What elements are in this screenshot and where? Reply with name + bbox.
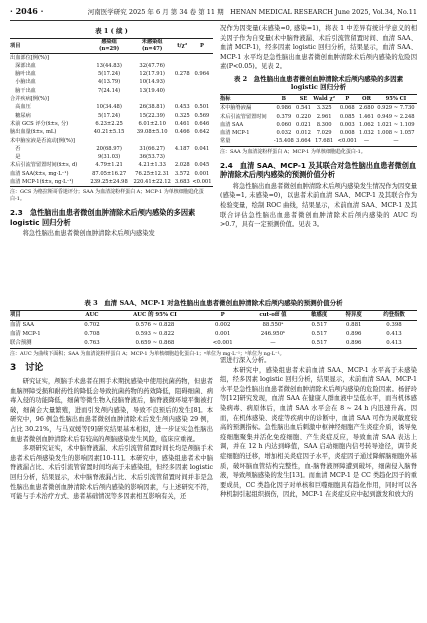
table1-cell: 5(17.24) <box>98 71 121 78</box>
table2-header-cell: 指标 <box>220 95 231 102</box>
table1-cell: 小脑出血 <box>10 79 36 86</box>
table2-note: 注：SAA 为血清淀粉样蛋白 A；MCP-1 为单核细胞趋化蛋白-1。 <box>220 148 366 155</box>
table1-cell: 0.001 <box>194 170 210 177</box>
table1-cell: 9(31.03) <box>98 154 121 161</box>
table1-title: 表 1 ( 续 ) <box>95 27 128 35</box>
table3-header-cell: 项目 <box>10 312 21 318</box>
table1-cell <box>191 95 213 103</box>
table2-cell: -15.408 <box>273 138 294 145</box>
table1-cell <box>191 78 213 86</box>
table1-cell: 3.572 <box>174 170 190 177</box>
table1-cell: 239.25±24.98 <box>90 179 128 186</box>
table1-row <box>10 145 213 153</box>
table1-cell <box>88 95 131 103</box>
table3-cell: 0.576 ~ 0.828 <box>135 322 175 328</box>
discussion-continuation: 需进行深入分析。 <box>220 357 271 364</box>
table1-cell: 0.501 <box>194 104 210 111</box>
table1-row <box>10 170 213 178</box>
table2-cell: 0.986 <box>276 105 292 112</box>
table2-cell: 0.949 ~ 2.248 <box>377 113 415 120</box>
table1-cell: 7(24.14) <box>98 87 121 94</box>
table1-cell: 0.041 <box>194 145 210 152</box>
table2-cell: 0.032 <box>276 130 292 137</box>
table2-cell: 3.325 <box>316 105 332 112</box>
table2-cell: 0.003 <box>339 121 355 128</box>
table3-cell: 0.708 <box>84 331 100 337</box>
table1-cell: 脑出血量(x̄±s, mL) <box>10 129 57 136</box>
table3-cell: 0.593 ~ 0.822 <box>135 331 175 337</box>
table1-cell <box>174 62 191 70</box>
table1-row <box>10 120 213 128</box>
table2-header-cell: P <box>345 95 350 102</box>
table1-cell: 术前 GCS 评分(x̄±s, 分) <box>10 120 69 127</box>
table3-cell: 0.413 <box>386 331 402 337</box>
discussion-paragraph-3: 本研究中，感染组患者术前血清 SAA、MCP-1 水平高于未感染组，经多因素 logistic 回归分析，结果显示，术前血清 SAA、MCP-1 水平是急性脑出血患者微创血肿清除术后颅内感染的危险因素。杨舒玲等[12]研究发现，血清 SAA 在健康人群血液中呈低水平，而当机体感染病毒、病原体后，血清 SAA 水平会在 8 ~ 24 h 内迅速升高。因而，在机体感染、炎症等疾病中的诊断中，血清 SAA 可作为灵敏度较高的预测指标。急性脑出血后刺激中枢神经细胞产生炎症介质，诱导免疫细胞聚集并活化免疫细胞、产生炎症反应，导致血清 SAA 表达上调，并在 12 h 内达到峰值，SAA 启动细胞内信号转导途径，调节炎症细胞的迁移，增加相关炎症因子水平，炎症因子通过降解脑细胞外基质，破坏脑血管结构完整性，血-脑脊液屏障遭到破坏，细菌侵入脑脊液，导致颅脑感染的发生[13]。而血清 MCP-1 是 CC 类趋化因子的重要成员，CC 类趋化因子对单核和巨噬细胞具有趋化作用，同时可以各种机制引起组织损伤，因此，MCP-1 在炎症反应中起到激发和放大的 <box>220 366 417 499</box>
table1-row <box>10 112 213 120</box>
table3-header-cell: AUC <box>85 312 99 318</box>
table2-row <box>220 137 417 146</box>
table1-cell: 0.964 <box>194 71 210 78</box>
table2-cell: 17.681 <box>315 138 334 145</box>
table1-cell: 0.466 <box>174 129 190 136</box>
table3-cell: 0.517 <box>311 322 327 328</box>
table1-col-stat: t/χ² <box>177 42 188 49</box>
table1-cell: 32(47.76) <box>139 62 165 69</box>
table3-cell: 0.398 <box>386 322 402 328</box>
table1-cell: 4.21±1.33 <box>138 162 166 169</box>
table3-cell: 0.002 <box>214 322 231 328</box>
table1-row <box>10 128 213 136</box>
table1-cell: <0.001 <box>192 179 212 186</box>
table1-cell: 0.453 <box>174 104 190 111</box>
table1-cell <box>191 87 213 95</box>
table2-cell: 8.300 <box>316 121 332 128</box>
table3-cell: 0.896 <box>346 331 362 337</box>
table3-cell: 0.413 <box>386 340 402 346</box>
section-2-4-text: 将急性脑出血患者微创血肿清除术后颅内感染发生情况作为因变量(感染=1, 未感染=0)，以患者术前血清 SAA、MCP-1 及其联合作为检验变量，绘制 ROC 曲线，结果显示，术前血清 SAA、MCP-1 及其联合评估急性脑出血患者微创血肿清除术后颅内感染的 AUC 均>0.7，具有一定预测价值。见表 3。 <box>220 182 417 229</box>
table3-cell: 0.001 <box>214 331 231 337</box>
table2-cell: 2.680 <box>359 105 374 112</box>
table1-cell <box>174 54 191 62</box>
table1-cell <box>88 137 131 145</box>
discussion-column <box>10 356 213 502</box>
table1-cell <box>174 137 191 145</box>
table1-cell: 0.278 <box>174 71 190 78</box>
table1-cell: 26(38.81) <box>139 104 165 111</box>
table3-note: 注：AUC 为曲线下面积；SAA 为血清淀粉样蛋白 A；MCP-1 为单核细胞趋化蛋白-1；ᵃ单位为 mg·L⁻¹；ᵇ单位为 ng·L⁻¹。 <box>10 351 285 357</box>
table1-col-infected: 感染组 (n=29) <box>98 39 120 52</box>
right-intro-paragraph: 况作为因变量(未感染=0, 感染=1)，将表 1 中差异有统计学意义的相关因子作为自变量(术中脑脊液漏、术后引流管留置时间、血清 SAA、血清 MCP-1)，经多因素 logistic 回归分析，结果显示，血清 SAA、MCP-1 水平均是急性脑出血患者微创血肿清除术后颅内感染的危险因素(P<0.05)。见表 2。 <box>220 25 417 71</box>
table1-row <box>10 103 213 111</box>
table1-cell: 0.325 <box>174 112 190 119</box>
table1-cell: 5(17.24) <box>98 112 121 119</box>
table3-header-cell: 敏感度 <box>311 312 328 318</box>
table2-body <box>220 104 417 146</box>
table3-cell: 血清 SAA <box>10 322 34 328</box>
table2-title: 表 2 急性脑出血患者微创血肿清除术后颅内感染的多因素 logistic 回归分析 <box>233 74 404 91</box>
section-2-4-heading: 2.4 血清 SAA、MCP-1 及其联合对急性脑出血患者微创血肿清除术后颅内感染的预测价值分析 <box>220 160 417 180</box>
table1-cell: 40.21±5.15 <box>93 129 125 136</box>
table3-cell: 联合预测 <box>10 340 32 346</box>
table2-cell: 0.060 <box>276 121 292 128</box>
table3-header-cell: 约登指数 <box>383 312 405 318</box>
table3-body <box>10 321 417 349</box>
table1-row <box>10 153 213 161</box>
table2-cell: 0.012 <box>296 130 311 137</box>
table2-cell: 0.220 <box>296 113 311 120</box>
table1-cell: 高血压 <box>10 104 31 111</box>
table2-cell: 0.008 <box>339 130 355 137</box>
table1-cell: 出血部位[例(%)] <box>10 54 49 61</box>
table1-cell: 糖尿病 <box>10 112 31 119</box>
table1-cell: 0.569 <box>194 112 210 119</box>
table1-cell: 血清 SAA(x̄±s, mg·L⁻¹) <box>10 170 69 177</box>
table3-row <box>10 339 417 349</box>
table1-cell: 12(17.91) <box>139 71 165 78</box>
table1-cell: 87.05±16.27 <box>92 170 127 177</box>
table3-cell: 0.881 <box>346 322 362 328</box>
table3 <box>10 310 417 349</box>
table2-cell: <0.001 <box>337 138 357 145</box>
table3-cell: 0.896 <box>346 340 362 346</box>
table1-cell: 脑干出血 <box>10 87 36 94</box>
table3-row <box>10 330 417 339</box>
table1-cell: 6.01±2.10 <box>138 120 166 127</box>
table2-header-cell: SE <box>299 95 308 102</box>
table2-header-cell: Wald χ² <box>313 95 336 102</box>
table2-row <box>220 113 417 121</box>
table3-header-cell: AUC 的 95% CI <box>133 312 177 318</box>
table1-cell <box>174 87 191 95</box>
table2-cell: 0.085 <box>339 113 355 120</box>
page-number: · 2046 · <box>10 6 44 16</box>
table1-cell: 20(68.97) <box>96 145 122 152</box>
table1-cell: 是 <box>10 154 21 161</box>
table2-cell: 3.664 <box>296 138 311 145</box>
table2-row <box>220 121 417 129</box>
table1-row <box>10 178 213 187</box>
table2-cell: — <box>393 138 399 145</box>
table1-cell <box>131 137 174 145</box>
table1-cell: 10(34.48) <box>96 104 122 111</box>
table3-cell: 246.950ᵇ <box>260 331 286 337</box>
table1-row <box>10 62 213 70</box>
table3-block <box>10 296 417 358</box>
table2-cell: 7.029 <box>316 130 332 137</box>
table1-cell: 4(13.79) <box>98 79 121 86</box>
table1-note: 注：GCS 为格拉斯哥昏迷评分；SAA 为血清淀粉样蛋白 A；MCP-1 为单核细胞趋化蛋白-1。 <box>10 189 204 203</box>
left-column <box>10 24 213 239</box>
table3-cell: 0.517 <box>311 340 327 346</box>
table2-cell: — <box>363 138 370 145</box>
table1-cell <box>191 62 213 70</box>
table3-header-cell: 特异度 <box>345 312 362 318</box>
table1-cell: 术中脑室液是否流动[例(%)] <box>10 137 75 144</box>
table2-cell: 0.929 ~ 7.730 <box>377 105 415 112</box>
table1-row <box>10 95 213 103</box>
table2-row <box>220 104 417 113</box>
table1-cell: 36(53.73) <box>139 154 165 161</box>
table2-row <box>220 129 417 137</box>
section-2-3-text: 将急性脑出血患者微创血肿清除术后颅内感染发 <box>22 230 155 238</box>
table1-cell: 0.646 <box>194 120 210 127</box>
table2-header-cell: OR <box>362 95 371 102</box>
table1-cell: 220.41±22.12 <box>133 179 171 186</box>
table2-header-cell: 95% CI <box>385 95 407 102</box>
table1-cell <box>131 54 174 62</box>
table3-cell: — <box>270 340 276 346</box>
table1-body <box>10 53 213 187</box>
table1-cell: 0.045 <box>194 162 210 169</box>
table1-cell: 10(14.93) <box>139 79 165 86</box>
table1-cell: 术后引流管留置时间(x̄±s, d) <box>10 162 78 169</box>
table2-cell: 0.379 <box>276 113 292 120</box>
discussion-paragraph-2: 多项研究证实，术中脑脊液漏、术后引流管留置时间长均是颅脑手术患者术后颅感染发生的影响因素[10-11]。本研究中，感染组患者术中脑脊液漏占比、术后引流管留置时间均高于未感染组，但经多因素 logistic 回归分析，结果显示，术中脑脊液漏占比、术后引流管留置时间并非是急性脑出血患者微创血肿清除术后颅内感染的影响因素，与上述研究不符，可能与手术治疗方式、患者基础情况等多因素相互影响有关，还 <box>10 445 213 501</box>
table2-cell: 0.021 <box>296 121 311 128</box>
table1-row <box>10 87 213 95</box>
discussion-continued-column <box>220 356 417 500</box>
table1-cell: 4.187 <box>174 145 190 152</box>
table1-cell <box>131 95 174 103</box>
table1-cell: 3.683 <box>174 179 190 186</box>
table3-cell: <0.001 <box>212 340 233 346</box>
table1-cell: 合并疾病[例(%)] <box>10 96 49 103</box>
table1-cell: 13(19.40) <box>139 87 165 94</box>
table3-cell: 0.659 ~ 0.868 <box>135 340 175 346</box>
table1-row <box>10 70 213 78</box>
table2-header-cell: B <box>281 95 287 102</box>
table3-header-cell: P <box>220 312 225 318</box>
table1-cell <box>174 95 191 103</box>
table2-cell: 1.062 <box>359 121 374 128</box>
table2 <box>220 94 417 147</box>
table2-cell: 1.032 <box>359 130 374 137</box>
table2-cell: 0.068 <box>339 105 355 112</box>
table1-row <box>10 78 213 86</box>
discussion-paragraph-1: 研究证实，颅脑手术患者在围手术期抗感染中使用抗菌药物，但患者血脑屏障受损和耐药性的降低会导致抗菌药物的药效降低，阻碍细菌、病毒入侵的功能降低，细菌等微生物入侵脑脊液后，脑脊液微环境平衡被打破，细菌会大量繁殖，进而引发颅内感染，导致不良预后的发生[8]。本研究中，96 例急性脑出血患者微创血肿清除术后发生颅内感染 29 例，占比 30.21%，与马双媛等[9]研究结果基本相似，进一步证实急性脑出血患者微创血肿清除术后有较高的颅脑感染发生风险，临床应重视。 <box>10 378 213 443</box>
table1-cell: 6.23±2.25 <box>95 120 123 127</box>
table1-col-noninfected: 未感染组 (n=47) <box>141 39 163 52</box>
table1-cell: 血清 MCP-1(x̄±s, ng·L⁻¹) <box>10 179 74 186</box>
table2-cell: 2.961 <box>316 113 332 120</box>
table3-cell: 0.702 <box>84 322 100 328</box>
table1-cell: 脑叶出血 <box>10 71 36 78</box>
table1-cell <box>174 78 191 86</box>
table1-cell: 76.25±12.31 <box>135 170 170 177</box>
table1-cell <box>174 153 191 161</box>
table2-cell: 0.541 <box>296 105 311 112</box>
table2-cell: 术中脑脊液漏 <box>220 105 252 112</box>
table1-cell <box>191 54 213 62</box>
table1-cell: 0.642 <box>194 129 210 136</box>
table2-cell: 1.008 ~ 1.057 <box>377 130 415 137</box>
table3-title: 表 3 血清 SAA、MCP-1 对急性脑出血患者微创血肿清除术后颅内感染的预测价值分析 <box>84 299 343 307</box>
table2-cell: 血清 SAA <box>220 121 244 128</box>
table3-row <box>10 321 417 331</box>
table1-cell: 2.028 <box>174 162 190 169</box>
journal-info: 河南医学研究 2025 年 6 月 第 34 卷 第 11 期 HENAN MEDICAL RESEARCH June 2025, Vol.34, No.11 <box>87 8 417 16</box>
table1 <box>10 38 213 187</box>
header-rule <box>10 20 417 21</box>
discussion-heading: 3 讨论 <box>10 363 44 373</box>
table1-cell: 13(44.83) <box>96 62 122 69</box>
right-column <box>220 24 417 230</box>
table2-cell: 术后引流管留置时间 <box>220 113 267 120</box>
table1-cell: 0.461 <box>174 120 190 127</box>
table1-cell <box>88 54 131 62</box>
table1-row <box>10 54 213 62</box>
table3-cell: 0.517 <box>311 331 327 337</box>
table1-cell: 深部出血 <box>10 62 36 69</box>
table2-cell: 1.021 ~ 1.109 <box>377 121 415 128</box>
table2-cell: 血清 MCP-1 <box>220 130 250 137</box>
table1-cell: 31(66.27) <box>139 145 165 152</box>
table1-cell <box>191 137 213 145</box>
table1-cell <box>191 153 213 161</box>
table1-col-p: P <box>199 42 204 49</box>
table1-row <box>10 137 213 145</box>
table1-cell: 否 <box>10 145 21 152</box>
table1-cell: 15(22.39) <box>139 112 165 119</box>
table1-cell: 4.79±1.21 <box>95 162 123 169</box>
running-header <box>10 6 417 18</box>
table3-cell: 0.763 <box>84 340 100 346</box>
table3-header-cell: cut-off 值 <box>259 312 287 318</box>
table1-col-item: 项目 <box>10 42 21 49</box>
section-2-3-heading: 2.3 急性脑出血患者微创血肿清除术后颅内感染的多因素 logistic 回归分析 <box>10 208 196 227</box>
table1-row <box>10 161 213 169</box>
table3-cell: 88.550ᵃ <box>262 322 284 328</box>
table3-cell: 血清 MCP-1 <box>10 331 41 337</box>
table1-cell: 39.08±5.10 <box>136 129 168 136</box>
table2-cell: 1.461 <box>359 113 374 120</box>
table2-cell: 常量 <box>220 138 231 145</box>
